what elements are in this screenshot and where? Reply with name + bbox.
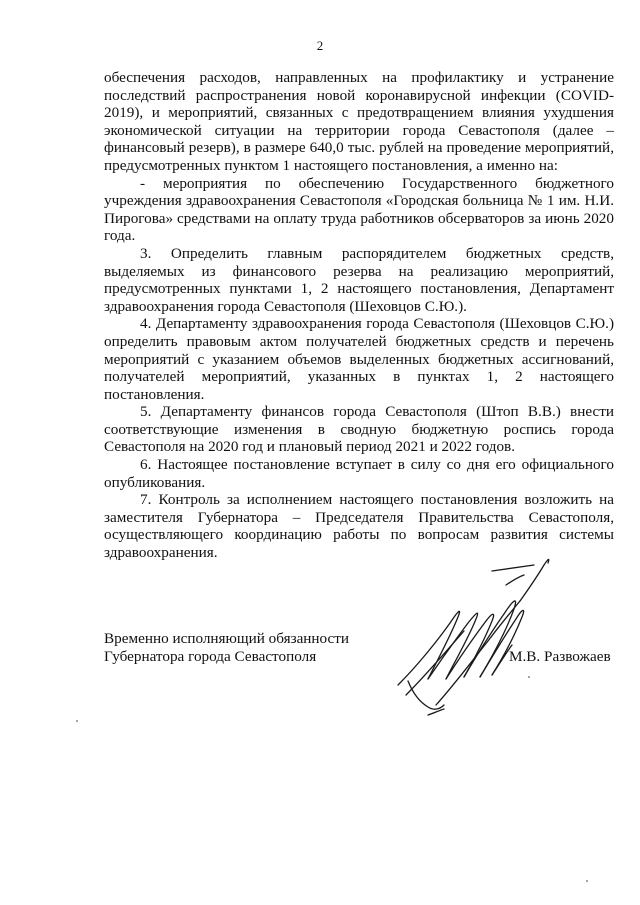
signatory-title bbox=[104, 630, 349, 666]
paragraph-continuation: обеспечения расходов, направленных на профилактику и устранение последствий распространения новой коронавирусной инфекции (COVID-2019), и мероприятий, связанных с предотвращением влияния ухудшения экономической ситуации на территории города Севастополя (далее – финансовый резерв), в размере 640,0 тыс. рублей на проведение мероприятий, предусмотренных пунктом 1 настоящего постановления, а именно на: bbox=[104, 69, 614, 174]
paragraph-item-3: 3. Определить главным распорядителем бюджетных средств, выделяемых из финансового резерва на реализацию мероприятий, предусмотренных пунктами 1, 2 настоящего постановления, Департамент здравоохранения города Севастополя (Шеховцов С.Ю.). bbox=[104, 244, 614, 315]
paragraph-item-6: 6. Настоящее постановление вступает в силу со дня его официального опубликования. bbox=[104, 456, 614, 491]
signatory-title-line-1: Временно исполняющий обязанности bbox=[104, 630, 350, 647]
paragraph-item-5: 5. Департаменту финансов города Севастополя (Штоп В.В.) внести соответствующие изменения в сводную бюджетную роспись города Севастополя на 2020 год и плановый период 2021 и 2022 годов. bbox=[104, 403, 614, 456]
scan-speck bbox=[528, 676, 530, 678]
scan-speck bbox=[586, 880, 588, 882]
signatory-name: М.В. Развожаев bbox=[509, 648, 611, 665]
document-body bbox=[104, 69, 614, 562]
paragraph-item-7: 7. Контроль за исполнением настоящего постановления возложить на заместителя Губернатора – Председателя Правительства Севастополя, осуществляющего координацию работы по вопросам развития системы здравоохранения. bbox=[104, 491, 614, 562]
handwritten-signature bbox=[388, 545, 568, 745]
signatory-title-line-2: Губернатора города Севастополя bbox=[104, 648, 317, 665]
paragraph-list-item: - мероприятия по обеспечению Государственного бюджетного учреждения здравоохранения Севастополя «Городская больница № 1 им. Н.И. Пирогова» средствами на оплату труда работников обсерваторов за июнь 2020 года. bbox=[104, 174, 614, 245]
page-number: 2 bbox=[316, 38, 324, 53]
scan-speck bbox=[76, 720, 78, 722]
paragraph-item-4: 4. Департаменту здравоохранения города Севастополя (Шеховцов С.Ю.) определить правовым актом получателей бюджетных средств и перечень мероприятий с указанием объемов выделенных бюджетных ассигнований, получателей мероприятий, указанных в пунктах 1, 2 настоящего постановления. bbox=[104, 315, 614, 403]
